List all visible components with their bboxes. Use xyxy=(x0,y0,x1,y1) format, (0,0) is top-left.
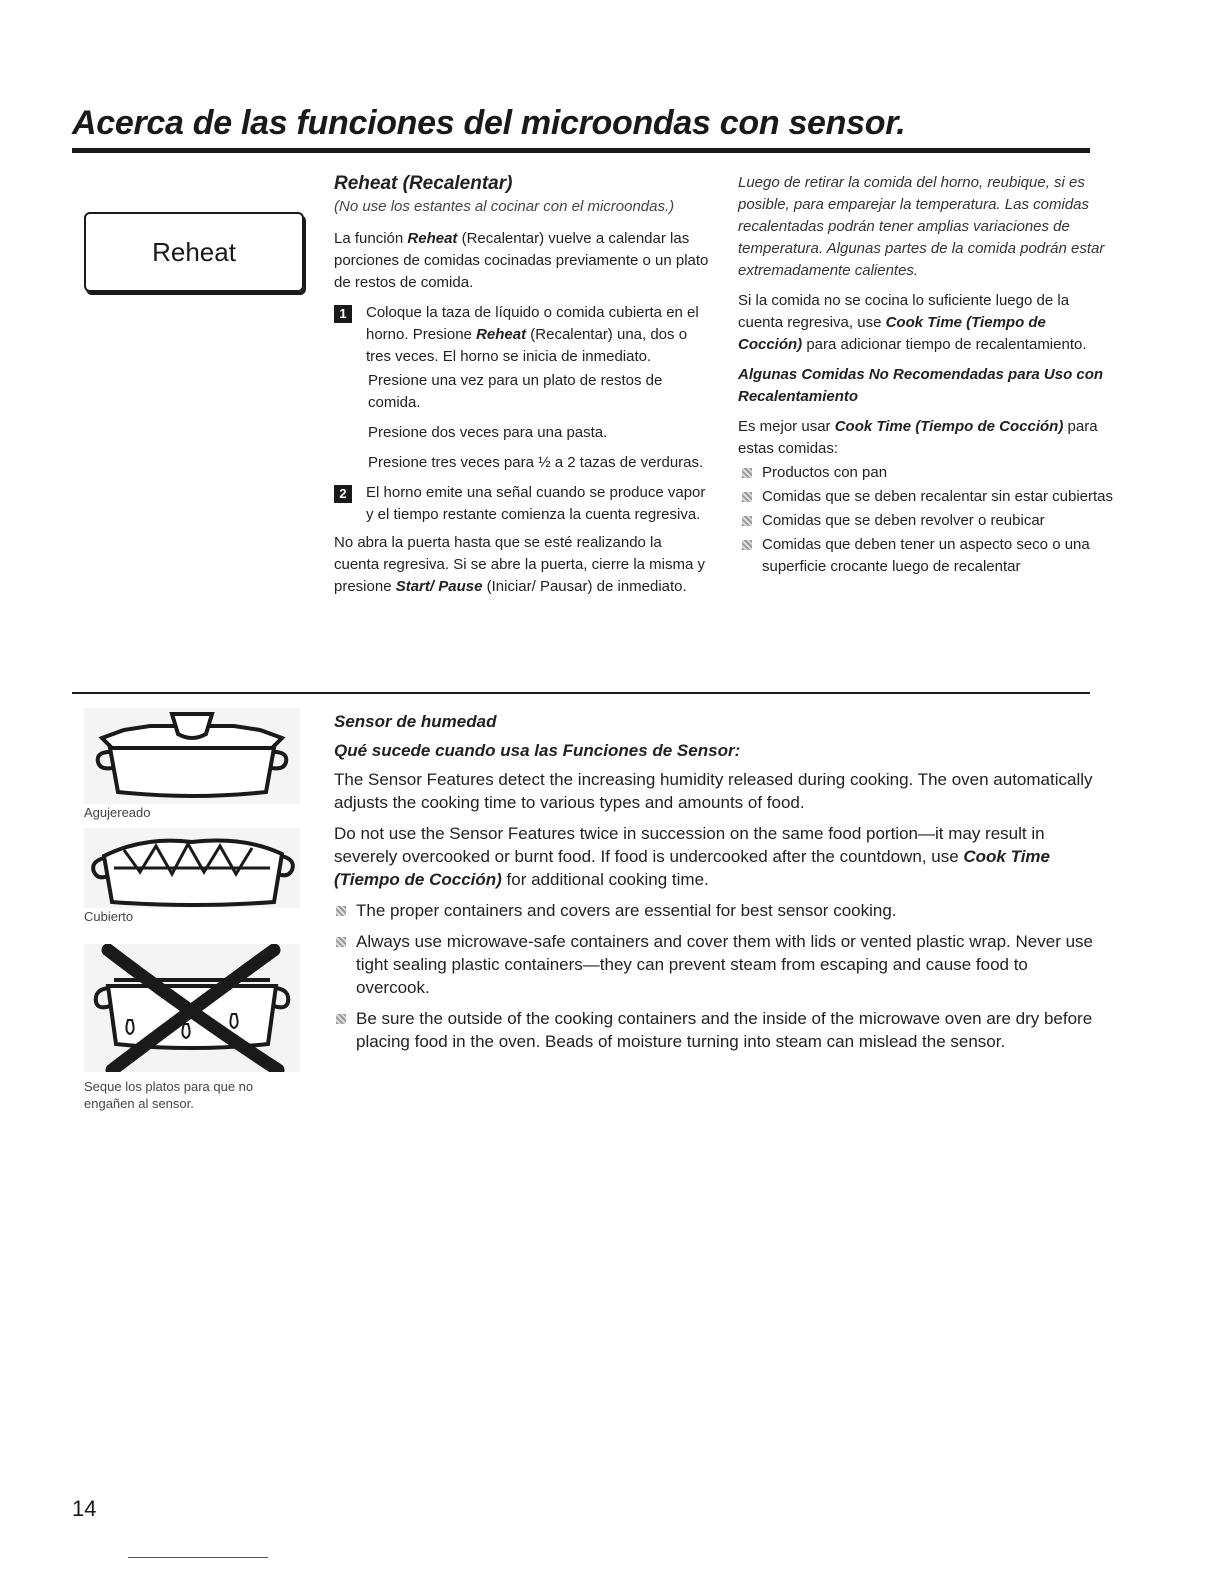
not-recommended-heading: Algunas Comidas No Recomendadas para Uso con Recalentamiento xyxy=(738,366,1104,405)
undercooked-note: Si la comida no se cocina lo suficiente luego de la cuenta regresiva, use Cook Time (Tiempo de Cocción) para adicionar tiempo de recalentamiento. xyxy=(738,292,1087,353)
reheat-intro: La función Reheat (Recalentar) vuelve a calendar las porciones de comidas cocinadas previamente o un plato de restos de comida. xyxy=(334,230,709,291)
reheat-column-right xyxy=(738,172,1114,580)
not-recommended-list xyxy=(738,462,1114,578)
figure-caption: Agujereado xyxy=(84,805,151,820)
wet-dish-illustration xyxy=(84,944,300,1072)
list-item: Comidas que deben tener un aspecto seco o una superficie crocante luego de recalentar xyxy=(738,534,1114,578)
covered-dish-illustration xyxy=(84,828,300,908)
sensor-section xyxy=(334,710,1102,1061)
sensor-para-2: Do not use the Sensor Features twice in succession on the same food portion—it may result in severely overcooked or burnt food. If food is undercooked after the countdown, use Cook Time (Tiempo de Cocción) for additional cooking time. xyxy=(334,824,1050,889)
step-1-badge: 1 xyxy=(334,305,352,323)
reheat-door-note: No abra la puerta hasta que se esté realizando la cuenta regresiva. Si se abre la puerta, cierre la misma y presione Start/ Pause (Iniciar/ Pausar) de inmediato. xyxy=(334,534,705,595)
sensor-heading: Sensor de humedad xyxy=(334,712,497,731)
list-item: The proper containers and covers are essential for best sensor cooking. xyxy=(334,899,1102,922)
sensor-subheading: Qué sucede cuando usa las Funciones de Sensor: xyxy=(334,741,741,760)
reheat-note: (No use los estantes al cocinar con el microondas.) xyxy=(334,198,675,215)
page-number: 14 xyxy=(72,1496,97,1521)
list-item: Comidas que se deben recalentar sin estar cubiertas xyxy=(738,486,1114,508)
figure-covered-dish xyxy=(84,828,300,925)
reheat-step-1: 1 Coloque la taza de líquido o comida cubierta en el horno. Presione Reheat (Recalentar) una, dos o tres veces. El horno se inicia de inmediato. xyxy=(334,302,710,368)
figure-wet-dish xyxy=(84,944,300,1112)
list-item: Be sure the outside of the cooking containers and the inside of the microwave oven are dry before placing food in the oven. Beads of moisture turning into steam can mislead the sensor. xyxy=(334,1007,1102,1053)
sensor-para-1: The Sensor Features detect the increasing humidity released during cooking. The oven automatically adjusts the cooking time to various types and amounts of food. xyxy=(334,770,1093,812)
step-1-twice: Presione dos veces para una pasta. xyxy=(368,424,608,441)
reheat-step-2: 2 El horno emite una señal cuando se produce vapor y el tiempo restante comienza la cuenta regresiva. xyxy=(334,482,710,526)
reheat-column-middle xyxy=(334,172,710,606)
reheat-heading: Reheat (Recalentar) xyxy=(334,173,513,194)
figure-vented-dish xyxy=(84,708,300,821)
better-use-note: Es mejor usar Cook Time (Tiempo de Cocción) para estas comidas: xyxy=(738,418,1098,457)
page-title: Acerca de las funciones del microondas con sensor. xyxy=(72,104,906,142)
list-item: Productos con pan xyxy=(738,462,1114,484)
vented-dish-illustration xyxy=(84,708,300,804)
step-1-once: Presione una vez para un plato de restos de comida. xyxy=(368,372,663,411)
reheat-key-illustration xyxy=(84,212,304,292)
reheat-key-label: Reheat xyxy=(152,236,236,267)
figure-caption: Seque los platos para que no engañen al sensor. xyxy=(84,1079,254,1111)
footer-line xyxy=(128,1557,268,1558)
section-divider xyxy=(72,692,1090,694)
figure-caption: Cubierto xyxy=(84,909,134,924)
sensor-bullets xyxy=(334,899,1102,1053)
list-item: Comidas que se deben revolver o reubicar xyxy=(738,510,1114,532)
list-item: Always use microwave-safe containers and cover them with lids or vented plastic wrap. Never use tight sealing plastic containers—they can prevent steam from escaping and cause food to overcook. xyxy=(334,930,1102,999)
step-2-badge: 2 xyxy=(334,485,352,503)
title-rule xyxy=(72,148,1090,153)
after-reheat-note: Luego de retirar la comida del horno, reubique, si es posible, para emparejar la temperatura. Las comidas recalentadas podrán tener amplias variaciones de temperatura. Algunas partes de la comida podrán estar extremadamente calientes. xyxy=(738,174,1105,279)
step-1-thrice: Presione tres veces para ½ a 2 tazas de verduras. xyxy=(368,454,704,471)
